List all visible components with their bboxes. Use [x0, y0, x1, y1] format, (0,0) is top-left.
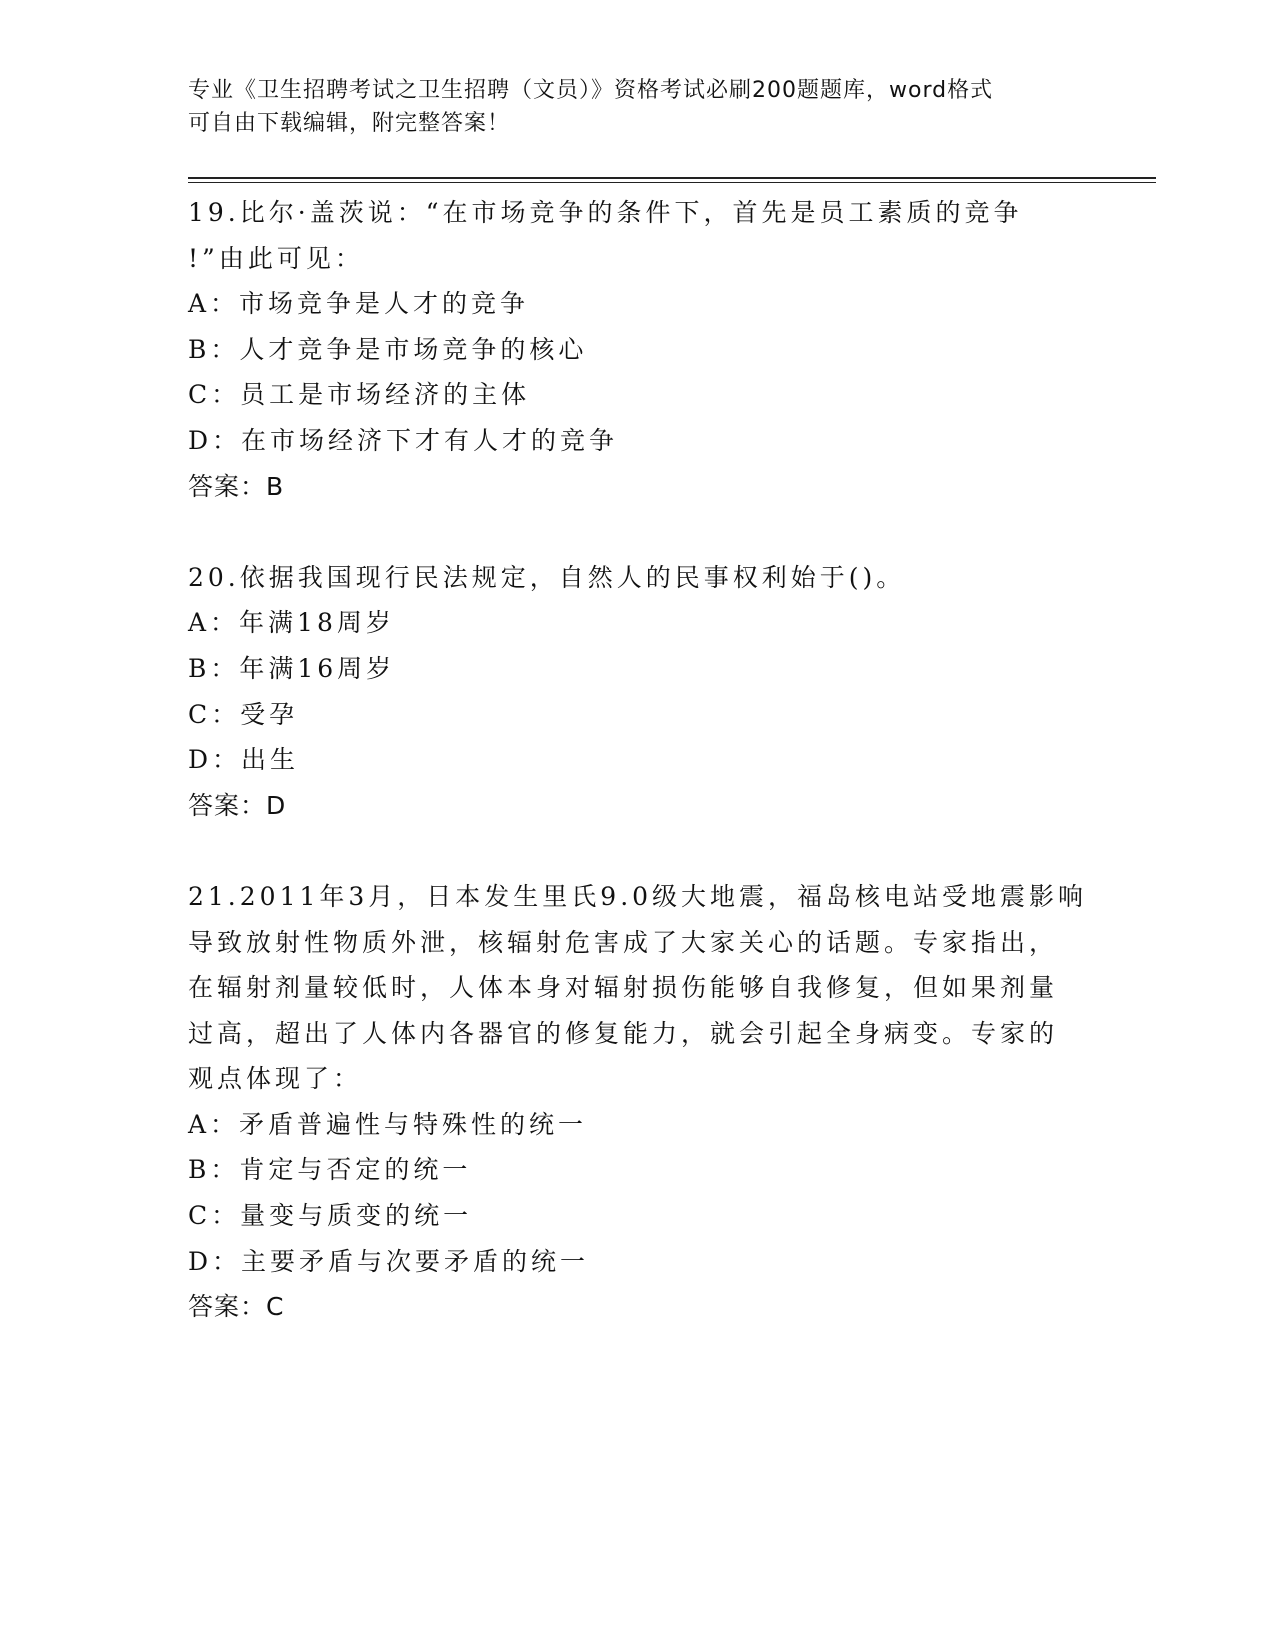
option-a: A：矛盾普遍性与特殊性的统一 — [188, 1109, 588, 1139]
option-c: C：量变与质变的统一 — [188, 1201, 473, 1231]
question-stem-line: 导致放射性物质外泄，核辐射危害成了大家关心的话题。专家指出， — [188, 927, 1059, 957]
document-header — [188, 74, 1088, 140]
question-list — [188, 190, 1088, 1330]
spacer — [188, 509, 1088, 555]
option-c: C：员工是市场经济的主体 — [188, 380, 531, 410]
answer-label: 答案：B — [188, 471, 285, 501]
option-b: B：人才竞争是市场竞争的核心 — [188, 334, 588, 364]
header-divider-thin — [188, 182, 1156, 183]
question-21 — [188, 874, 1088, 1330]
question-19 — [188, 190, 1088, 509]
option-b: B：年满16周岁 — [188, 653, 396, 683]
option-a: A：年满18周岁 — [188, 608, 395, 638]
header-line-2: 可自由下载编辑，附完整答案！ — [188, 111, 511, 136]
question-stem-line: 19.比尔·盖茨说：“在市场竞争的条件下，首先是员工素质的竞争 — [188, 198, 1023, 227]
option-b: B：肯定与否定的统一 — [188, 1155, 472, 1185]
question-20 — [188, 555, 1088, 829]
question-stem-line: 20.依据我国现行民法规定，自然人的民事权利始于()。 — [188, 562, 906, 592]
answer-label: 答案：D — [188, 790, 287, 820]
header-line-1: 专业《卫生招聘考试之卫生招聘（文员）》资格考试必刷200题题库，word格式 — [188, 78, 994, 103]
question-stem-line: !”由此可见： — [188, 243, 364, 273]
spacer — [188, 828, 1088, 874]
question-stem-line: 观点体现了： — [188, 1064, 363, 1094]
question-stem-line: 过高，超出了人体内各器官的修复能力，就会引起全身病变。专家的 — [188, 1018, 1059, 1048]
header-divider-thick — [188, 177, 1156, 179]
option-d: D：主要矛盾与次要矛盾的统一 — [188, 1246, 590, 1276]
option-c: C：受孕 — [188, 699, 299, 729]
question-stem-line: 21.2011年3月，日本发生里氏9.0级大地震，福岛核电站受地震影响 — [188, 881, 1088, 911]
option-d: D：出生 — [188, 745, 300, 775]
option-a: A：市场竞争是人才的竞争 — [188, 289, 530, 319]
answer-label: 答案：C — [188, 1292, 285, 1322]
option-d: D：在市场经济下才有人才的竞争 — [188, 425, 619, 455]
question-stem-line: 在辐射剂量较低时，人体本身对辐射损伤能够自我修复，但如果剂量 — [188, 973, 1059, 1003]
